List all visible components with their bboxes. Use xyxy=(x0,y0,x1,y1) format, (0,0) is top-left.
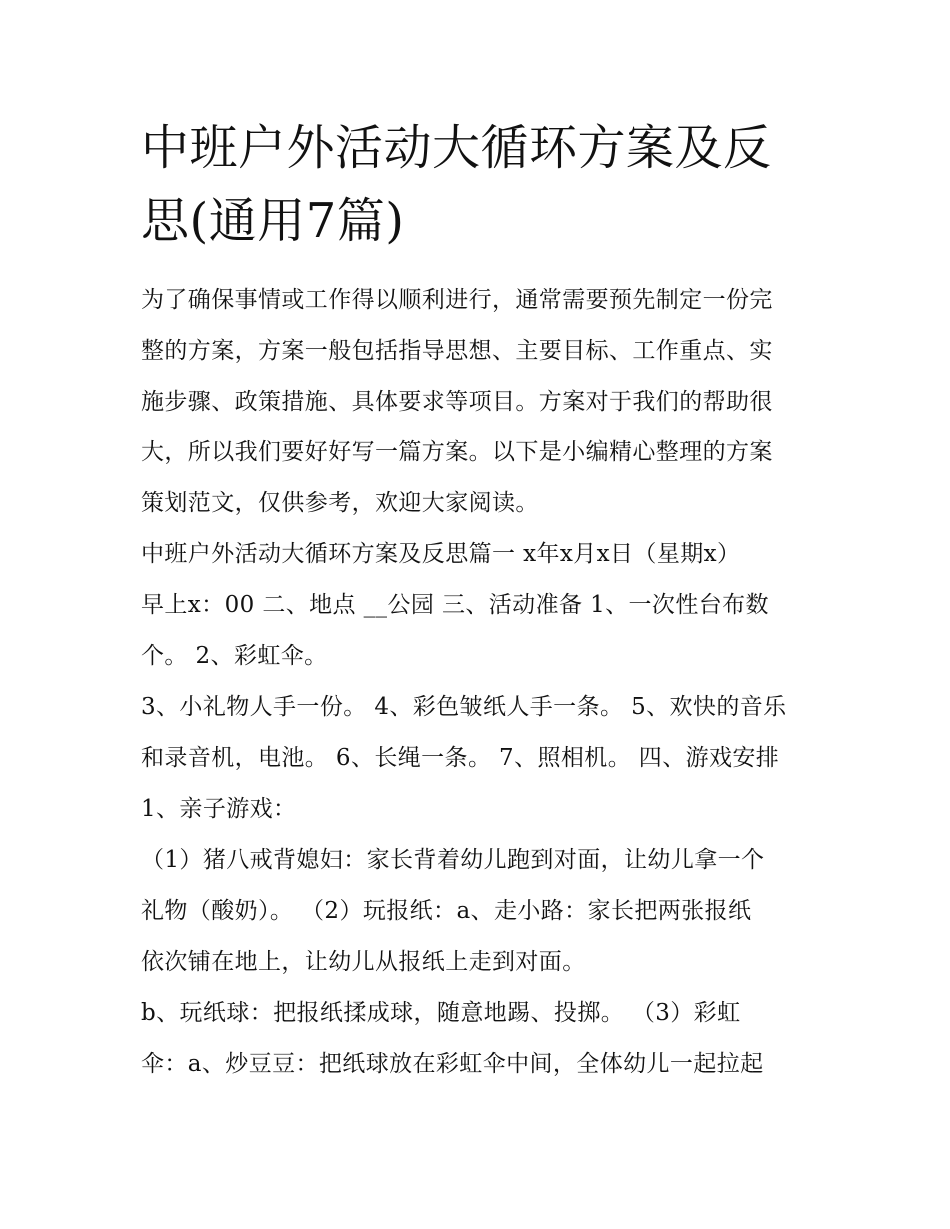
body-line-10: 和录音机，电池。 6、长绳一条。 7、照相机。 四、游戏安排 xyxy=(141,745,780,771)
body-line-6: 中班户外活动大循环方案及反思篇一 x年x月x日（星期x） xyxy=(141,541,741,567)
body-line-15: b、玩纸球：把报纸揉成球，随意地踢、投掷。 （3）彩虹 xyxy=(141,1000,741,1026)
body-line-16: 伞：a、炒豆豆：把纸球放在彩虹伞中间，全体幼儿一起拉起 xyxy=(141,1051,764,1077)
body-line-4: 大，所以我们要好好写一篇方案。以下是小编精心整理的方案 xyxy=(141,439,773,465)
body-line-11: 1、亲子游戏： xyxy=(141,796,297,822)
body-line-13: 礼物（酸奶）。 （2）玩报纸：a、走小路：家长把两张报纸 xyxy=(141,898,752,924)
body-line-14: 依次铺在地上，让幼儿从报纸上走到对面。 xyxy=(141,949,586,975)
body-line-12: （1）猪八戒背媳妇：家长背着幼儿跑到对面，让幼儿拿一个 xyxy=(141,847,765,873)
body-line-7: 早上x：00 二、地点 __公园 三、活动准备 1、一次性台布数 xyxy=(141,592,769,618)
body-line-3: 施步骤、政策措施、具体要求等项目。方案对于我们的帮助很 xyxy=(141,389,773,415)
title-line-1: 中班户外活动大循环方案及反 xyxy=(141,120,772,176)
document-title xyxy=(141,112,821,258)
body-line-1: 为了确保事情或工作得以顺利进行，通常需要预先制定一份完 xyxy=(141,287,773,313)
body-line-9: 3、小礼物人手一份。 4、彩色皱纸人手一条。 5、欢快的音乐 xyxy=(141,694,787,720)
body-line-8: 个。 2、彩虹伞。 xyxy=(141,643,328,669)
title-line-2: 思(通用7篇) xyxy=(141,193,405,249)
body-line-2: 整的方案，方案一般包括指导思想、主要目标、工作重点、实 xyxy=(141,338,773,364)
body-line-5: 策划范文，仅供参考，欢迎大家阅读。 xyxy=(141,490,539,516)
